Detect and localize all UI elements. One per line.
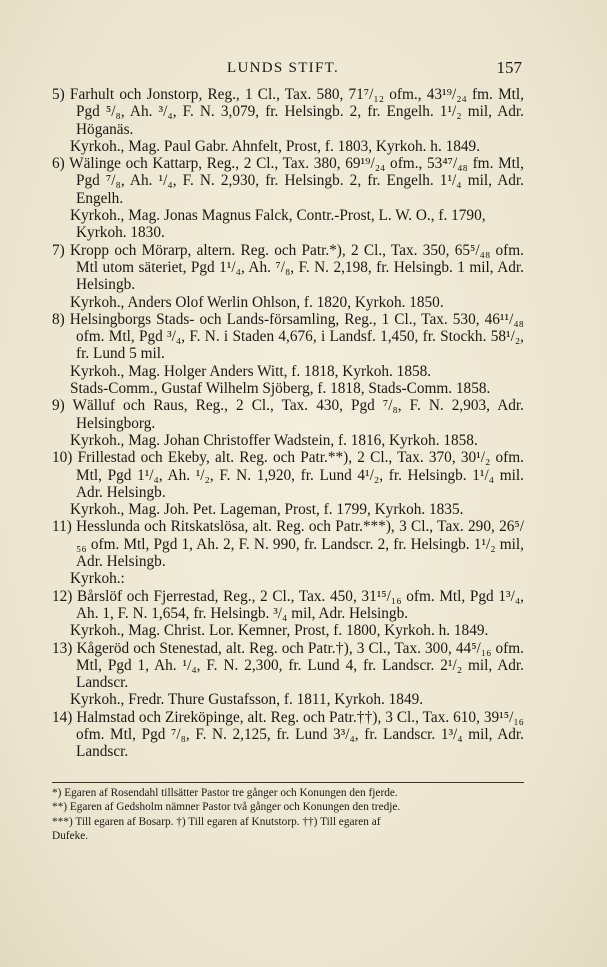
clergy-line: Kyrkoh., Mag. Paul Gabr. Ahnfelt, Prost, f. 1803, Kyrkoh. h. 1849. — [70, 137, 481, 155]
parish-entry — [52, 311, 524, 397]
parish-description: 14) Halmstad och Zireköpinge, alt. Reg. och Patr.††), 3 Cl., Tax. 610, 39¹⁵/₁₆ ofm. Mtl, Pgd ⁷/₈, F. N. 2,125, fr. Lund 3³/₄, fr. Landscr. 1³/₄ mil, Adr. Landscr. — [52, 708, 524, 761]
clergy-line: Kyrkoh., Fredr. Thure Gustafsson, f. 1811, Kyrkoh. 1849. — [70, 691, 424, 709]
footnote: **) Egaren af Gedsholm nämner Pastor två gånger och Konungen den tredje. — [52, 801, 401, 814]
parish-entry — [52, 242, 524, 311]
parish-list — [52, 86, 524, 761]
clergy-line: Kyrkoh., Mag. Johan Christoffer Wadstein, f. 1816, Kyrkoh. 1858. — [70, 431, 478, 449]
page-header — [52, 58, 522, 80]
parish-entry — [52, 709, 524, 761]
clergy-line: Kyrkoh., Mag. Joh. Pet. Lageman, Prost, f. 1799, Kyrkoh. 1835. — [70, 501, 464, 519]
parish-description: 8) Helsingborgs Stads- och Lands-församling, Reg., 1 Cl., Tax. 530, 46¹¹/₄₈ ofm. Mtl, Pgd ³/₄, F. N. i Staden 4,676, i Landsf. 1,450, fr. Stockh. 58¹/₂, fr. Lund 5 mil. — [52, 310, 524, 363]
parish-entry — [52, 588, 524, 640]
parish-entry — [52, 155, 524, 241]
parish-entry — [52, 397, 524, 449]
clergy-line: Stads-Comm., Gustaf Wilhelm Sjöberg, f. 1818, Stads-Comm. 1858. — [70, 380, 491, 398]
parish-entry — [52, 449, 524, 518]
page-number: 157 — [496, 58, 522, 77]
parish-description: 13) Kågeröd och Stenestad, alt. Reg. och Patr.†), 3 Cl., Tax. 300, 44⁵/₁₆ ofm. Mtl, Pgd 1, Ah. ¹/₄, F. N. 2,300, fr. Lund 4, fr. Landscr. 2¹/₂ mil, Adr. Landscr. — [52, 639, 524, 692]
parish-entry — [52, 518, 524, 587]
parish-entry — [52, 86, 524, 155]
clergy-line: Kyrkoh., Mag. Christ. Lor. Kemner, Prost, f. 1800, Kyrkoh. h. 1849. — [70, 622, 489, 640]
footnote: *) Egaren af Rosendahl tillsätter Pastor tre gånger och Konungen den fjerde. — [52, 787, 398, 799]
footnotes — [52, 782, 524, 844]
parish-entry — [52, 640, 524, 709]
running-head: LUNDS STIFT. — [227, 60, 339, 76]
clergy-line: Kyrkoh.: — [70, 570, 125, 588]
parish-description: 10) Frillestad och Ekeby, alt. Reg. och Patr.**), 2 Cl., Tax. 370, 30¹/₂ ofm. Mtl, Pgd 1¹/₄, Ah. ¹/₂, F. N. 1,920, fr. Lund 4¹/₂, fr. Helsingb. 1¹/₄ mil. Adr. Helsingb. — [52, 449, 524, 501]
footnote: Dufeke. — [52, 830, 89, 843]
parish-description: 7) Kropp och Mörarp, altern. Reg. och Patr.*), 2 Cl., Tax. 350, 65⁵/₄₈ ofm. Mtl utom säteriet, Pgd 1¹/₄, Ah. ⁷/₈, F. N. 2,198, fr. Helsingb. 1 mil, Adr. Helsingb. — [52, 241, 524, 294]
parish-description: 6) Wälinge och Kattarp, Reg., 2 Cl., Tax. 380, 69¹⁹/₂₄ ofm., 53⁴⁷/₄₈ fm. Mtl, Pgd ⁷/₈, Ah. ¹/₄, F. N. 2,930, fr. Helsingb. 2, fr. Engelh. 1¹/₄ mil, Adr. Engelh. — [52, 155, 524, 207]
clergy-line: Kyrkoh., Mag. Jonas Magnus Falck, Contr.-Prost, L. W. O., f. 1790, Kyrkoh. 1830. — [70, 207, 486, 242]
parish-description: 5) Farhult och Jonstorp, Reg., 1 Cl., Tax. 580, 71⁷/₁₂ ofm., 43¹⁹/₂₄ fm. Mtl, Pgd ⁵/₈, Ah. ³/₄, F. N. 3,079, fr. Helsingb. 2, fr. Engelh. 1¹/₂ mil, Adr. Höganäs. — [52, 86, 524, 138]
parish-description: 11) Hesslunda och Ritskatslösa, alt. Reg. och Patr.***), 3 Cl., Tax. 290, 26⁵/₅₆ ofm. Mtl, Pgd 1, Ah. 2, F. N. 990, fr. Landscr. 2, fr. Helsingb. 1¹/₂ mil, Adr. Helsingb. — [52, 518, 524, 571]
parish-description: 9) Wälluf och Raus, Reg., 2 Cl., Tax. 430, Pgd ⁷/₈, F. N. 2,903, Adr. Helsingborg. — [52, 397, 524, 432]
footnote: ***) Till egaren af Bosarp. †) Till egaren af Knutstorp. ††) Till egaren af — [52, 815, 381, 828]
clergy-line: Kyrkoh., Anders Olof Werlin Ohlson, f. 1820, Kyrkoh. 1850. — [70, 293, 444, 311]
clergy-line: Kyrkoh., Mag. Holger Anders Witt, f. 1818, Kyrkoh. 1858. — [70, 362, 432, 380]
parish-description: 12) Bårslöf och Fjerrestad, Reg., 2 Cl., Tax. 450, 31¹⁵/₁₆ ofm. Mtl, Pgd 1³/₄, Ah. 1, F. N. 1,654, fr. Helsingb. ³/₄ mil, Adr. Helsingb. — [52, 587, 524, 622]
